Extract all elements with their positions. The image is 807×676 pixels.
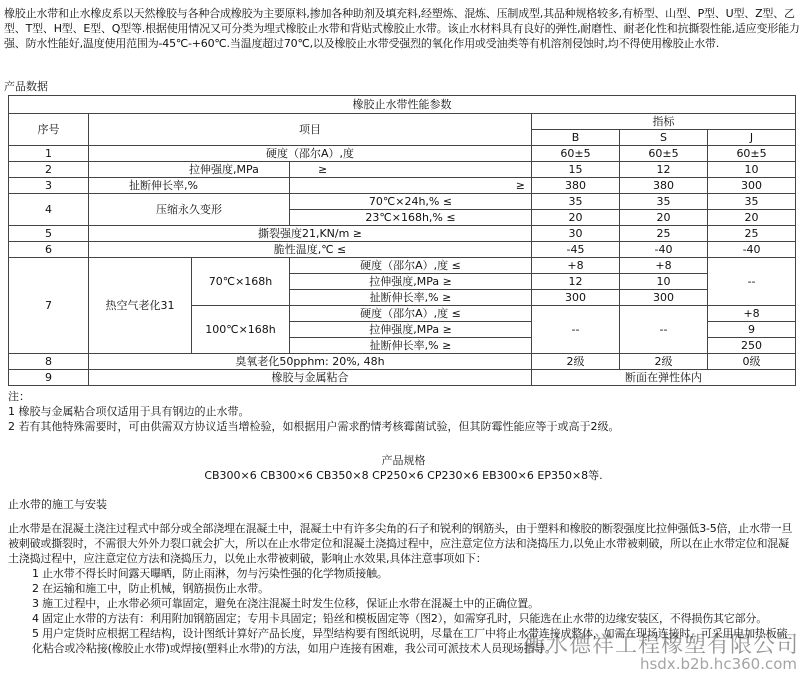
subitem-cell: 硬度（邵尔A）,度 ≤ [290,258,532,274]
value-cell: 25 [620,226,708,242]
header-item: 项目 [89,114,532,146]
header-b: B [532,130,620,146]
header-index: 指标 [532,114,796,130]
value-cell: 60±5 [620,146,708,162]
construction-item-5: 5 用户定货时应根据工程结构，设计图纸计算好产品长度，异型结构要有图纸说明，尽量在工厂中将止水带连接成整体，如需在现场连接时，可采用电加热板硫化粘合或冷粘接(橡胶止水带)或焊接(塑料止水带)的方法，如用户连接有困难，我公司可派技术人员现场指导。 [32,627,788,655]
seq-cell: 7 [9,258,89,354]
value-cell: 2级 [532,354,620,370]
value-cell: -45 [532,242,620,258]
value-cell: 250 [708,338,796,354]
construction-paragraph: 止水带是在混凝土浇注过程式中部分或全部浇埋在混凝土中，混凝土中有许多尖角的石子和锐利的钢筋头，由于塑料和橡胶的断裂强度比拉伸强低3-5倍，止水带一旦被刺破或撕裂时，不需很大外外力裂口就会扩大，所以在止水带定位和混凝土浇捣过程中，应注意定位方法和浇捣压力,以免止水带被刺破，所以在止水带定位和混凝土浇捣过程中，应注意定位方法和浇捣压力，以免止水带被刺破，影响止水效果,具体注意事项如下： [8,522,793,565]
table-row [9,146,796,162]
value-cell: +8 [708,306,796,322]
condition-cell: 100℃×168h [192,306,290,354]
product-data-heading: 产品数据 [4,80,48,93]
seq-cell: 6 [9,242,89,258]
table-row [9,162,796,178]
spec-models: CB300×6 CB300×6 CB350×8 CP250×6 CP230×6 EB300×6 EP350×8等. [204,469,603,482]
note-1: 1 橡胶与金属粘合项仅适用于具有钢边的止水带。 [8,405,250,418]
item-cell: 扯断伸长率,% [89,178,290,194]
value-cell: 20 [620,210,708,226]
construction-item-1: 1 止水带不得长时间露天曝晒，防止雨淋，勿与污染性强的化学物质接触。 [32,567,388,580]
value-cell: -40 [620,242,708,258]
value-cell: 35 [620,194,708,210]
item-cell: 拉伸强度,MPa [89,162,290,178]
table-row [9,242,796,258]
condition-cell: 70℃×168h [192,258,290,306]
table-notes [8,389,795,434]
construction-heading: 止水带的施工与安装 [8,498,107,511]
seq-cell: 1 [9,146,89,162]
watermark-company: 衡水德祥工程橡塑有限公司 [522,633,799,658]
value-cell: 300 [708,178,796,194]
header-j: J [708,130,796,146]
item-cell: 压缩永久变形 [89,194,290,226]
seq-cell: 9 [9,370,89,386]
comparator-cell: ≥ [290,162,532,178]
seq-cell: 5 [9,226,89,242]
seq-cell: 4 [9,194,89,226]
item-cell: 热空气老化31 [89,258,192,354]
value-cell: 20 [708,210,796,226]
value-cell: -- [532,306,620,354]
table-row [9,226,796,242]
value-cell: 60±5 [708,146,796,162]
value-cell: -- [620,306,708,354]
header-s: S [620,130,708,146]
value-cell: 60±5 [532,146,620,162]
value-cell: 20 [532,210,620,226]
item-cell: 橡胶与金属粘合 [89,370,532,386]
construction-item-3: 3 施工过程中，止水带必须可靠固定，避免在浇注混凝土时发生位移，保证止水带在混凝土中的正确位置。 [32,597,539,610]
value-cell: 35 [532,194,620,210]
subitem-cell: 23℃×168h,% ≤ [290,210,532,226]
value-cell: 35 [708,194,796,210]
value-cell: 300 [620,290,708,306]
value-cell: 9 [708,322,796,338]
value-cell: 12 [532,274,620,290]
spec-table [8,95,796,386]
note-2: 2 若有其他特殊需要时，可由供需双方协议适当增检验，如根据用户需求酌情考核霉菌试验，但其防霉性能应等于或高于2级。 [8,420,620,433]
value-cell: 380 [532,178,620,194]
subitem-cell: 70℃×24h,% ≤ [290,194,532,210]
value-cell: +8 [532,258,620,274]
item-cell: 硬度（邵尔A）,度 [89,146,532,162]
spec-heading: 产品规格 [381,454,426,467]
value-cell: 300 [532,290,620,306]
header-seq: 序号 [9,114,89,146]
value-cell: 2级 [620,354,708,370]
value-cell: 断面在弹性体内 [532,370,796,386]
seq-cell: 2 [9,162,89,178]
table-row [9,194,796,210]
value-cell: 0级 [708,354,796,370]
table-row [9,370,796,386]
item-cell: 臭氧老化50pphm: 20%, 48h [89,354,532,370]
value-cell: 380 [620,178,708,194]
subitem-cell: 扯断伸长率,% ≥ [290,338,532,354]
construction-item-2: 2 在运输和施工中，防止机械，钢筋损伤止水带。 [32,582,269,595]
intro-paragraph: 橡胶止水带和止水橡皮系以天然橡胶与各种合成橡胶为主要原料,掺加各种助剂及填充料,经塑炼、混炼、压制成型,其品种规格较多,有桥型、山型、P型、U型、Z型、乙型、T型、H型、E型、Q型等.根据使用情况又可分类为埋式橡胶止水带和背贴式橡胶止水带。该止水材料具有良好的弹性,耐磨性、耐老化性和抗撕裂性能,适应变形能力强、防水性能好,温度使用范围为-45℃-+60℃.当温度超过70℃,以及橡胶止水带受强烈的氧化作用或受油类等有机溶剂侵蚀时,均不得使用橡胶止水带. [4,7,800,50]
value-cell: -- [708,258,796,306]
subitem-cell: 扯断伸长率,% ≥ [290,290,532,306]
table-row [9,178,796,194]
value-cell: 10 [620,274,708,290]
seq-cell: 8 [9,354,89,370]
item-cell: 撕裂强度21,KN/m ≥ [89,226,532,242]
subitem-cell: 硬度（邵尔A）,度 ≤ [290,306,532,322]
value-cell: 25 [708,226,796,242]
item-cell: 脆性温度,℃ ≤ [89,242,532,258]
value-cell: -40 [708,242,796,258]
table-row [9,258,796,274]
value-cell: 30 [532,226,620,242]
value-cell: 12 [620,162,708,178]
notes-label: 注： [8,390,30,403]
table-title: 橡胶止水带性能参数 [9,96,796,114]
value-cell: +8 [620,258,708,274]
value-cell: 15 [532,162,620,178]
construction-item-4: 4 固定止水带的方法有：利用附加钢筋固定；专用卡具固定；铅丝和模板固定等（图2），如需穿孔时，只能选在止水带的边缘安装区，不得损伤其它部分。 [32,612,767,625]
value-cell: 10 [708,162,796,178]
comparator-cell: ≥ [290,178,532,194]
watermark-url: hsdx.b2b.hc360.com [639,655,797,673]
subitem-cell: 拉伸强度,MPa ≥ [290,274,532,290]
table-row [9,354,796,370]
subitem-cell: 拉伸强度,MPa ≥ [290,322,532,338]
seq-cell: 3 [9,178,89,194]
